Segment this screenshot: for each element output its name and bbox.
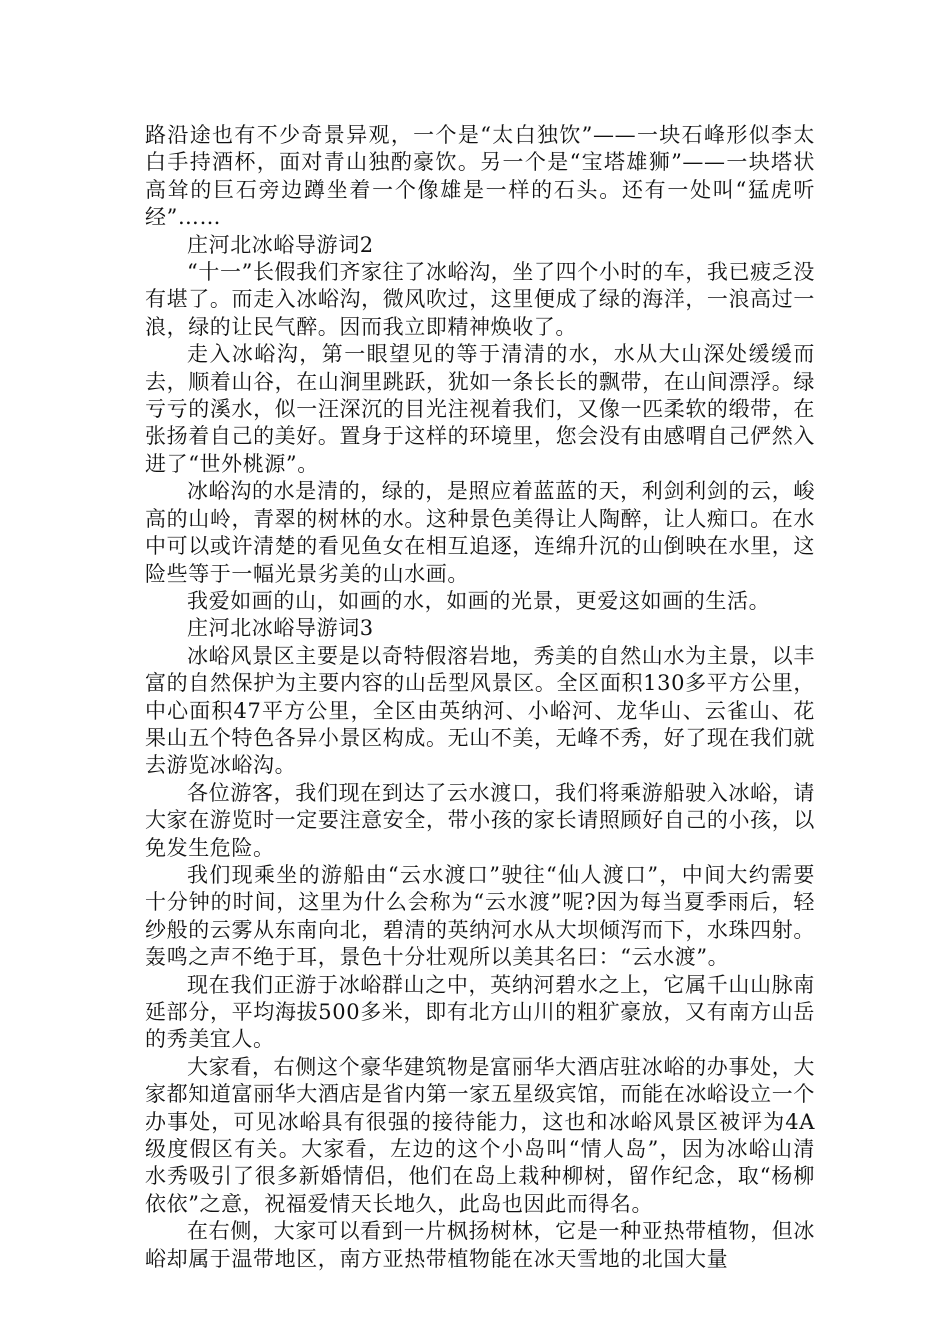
paragraph: 我爱如画的山，如画的水，如画的光景，更爱这如画的生活。 — [187, 588, 771, 613]
paragraph: 路沿途也有不少奇景异观，一个是“太白独饮”——一块石峰形似李太白手持酒杯，面对青山独酌豪饮。另一个是“宝塔雄狮”——一块塔状高耸的巨石旁边蹲坐着一个像雄是一样的石头。还有一处叫“猛虎听经”…… — [145, 123, 815, 230]
section-heading: 庄河北冰峪导游词2 — [187, 232, 374, 257]
paragraph: 冰峪沟的水是清的，绿的，是照应着蓝蓝的天，利剑利剑的云，峻高的山岭，青翠的树林的水。这种景色美得让人陶醉，让人痴口。在水中可以或许清楚的看见鱼女在相互追逐，连绵升沉的山倒映在水里，这险些等于一幅光景劣美的山水画。 — [145, 479, 815, 586]
section-heading: 庄河北冰峪导游词3 — [187, 616, 374, 641]
paragraph: “十一”长假我们齐家往了冰峪沟，坐了四个小时的车，我已疲乏没有堪了。而走入冰峪沟，微风吹过，这里便成了绿的海洋，一浪高过一浪，绿的让民气醉。因而我立即精神焕收了。 — [145, 260, 815, 339]
paragraph: 现在我们正游于冰峪群山之中，英纳河碧水之上，它属千山山脉南延部分，平均海拔500多米，即有北方山川的粗犷豪放，又有南方山岳的秀美宜人。 — [145, 972, 815, 1052]
document-body — [145, 122, 815, 1273]
paragraph: 走入冰峪沟，第一眼望见的等于清清的水，水从大山深处缓缓而去，顺着山谷，在山涧里跳跃，犹如一条长长的飘带，在山间漂浮。绿亏亏的溪水，似一汪深沉的目光注视着我们，又像一匹柔软的缎带，在张扬着自己的美好。置身于这样的环境里，您会没有由感喟自己俨然入进了“世外桃源”。 — [145, 342, 815, 476]
paragraph: 在右侧，大家可以看到一片枫扬树林，它是一种亚热带植物，但冰峪却属于温带地区，南方亚热带植物能在冰天雪地的北国大量 — [145, 1219, 815, 1271]
paragraph: 冰峪风景区主要是以奇特假溶岩地，秀美的自然山水为主景，以丰富的自然保护为主要内容的山岳型风景区。全区面积130多平方公里，中心面积47平方公里，全区由英纳河、小峪河、龙华山、云雀山、花果山五个特色各异小景区构成。无山不美，无峰不秀，好了现在我们就去游览冰峪沟。 — [145, 643, 815, 778]
paragraph: 我们现乘坐的游船由“云水渡口”驶往“仙人渡口”，中间大约需要十分钟的时间，这里为什么会称为“云水渡”呢?因为每当夏季雨后，轻纱般的云雾从东南向北，碧清的英纳河水从大坝倾泻而下，水珠四射。轰鸣之声不绝于耳，景色十分壮观所以美其名曰：“云水渡”。 — [145, 862, 815, 970]
paragraph: 大家看，右侧这个豪华建筑物是富丽华大酒店驻冰峪的办事处，大家都知道富丽华大酒店是省内第一家五星级宾馆，而能在冰峪设立一个办事处，可见冰峪具有很强的接待能力，这也和冰峪风景区被评为4A级度假区有关。大家看，左边的这个小岛叫“情人岛”，因为冰峪山清水秀吸引了很多新婚情侣，他们在岛上栽种柳树，留作纪念，取“杨柳依依”之意，祝福爱情天长地久，此岛也因此而得名。 — [145, 1054, 815, 1216]
paragraph: 各位游客，我们现在到达了云水渡口，我们将乘游船驶入冰峪，请大家在游览时一定要注意安全，带小孩的家长请照顾好自己的小孩，以免发生危险。 — [145, 780, 815, 860]
